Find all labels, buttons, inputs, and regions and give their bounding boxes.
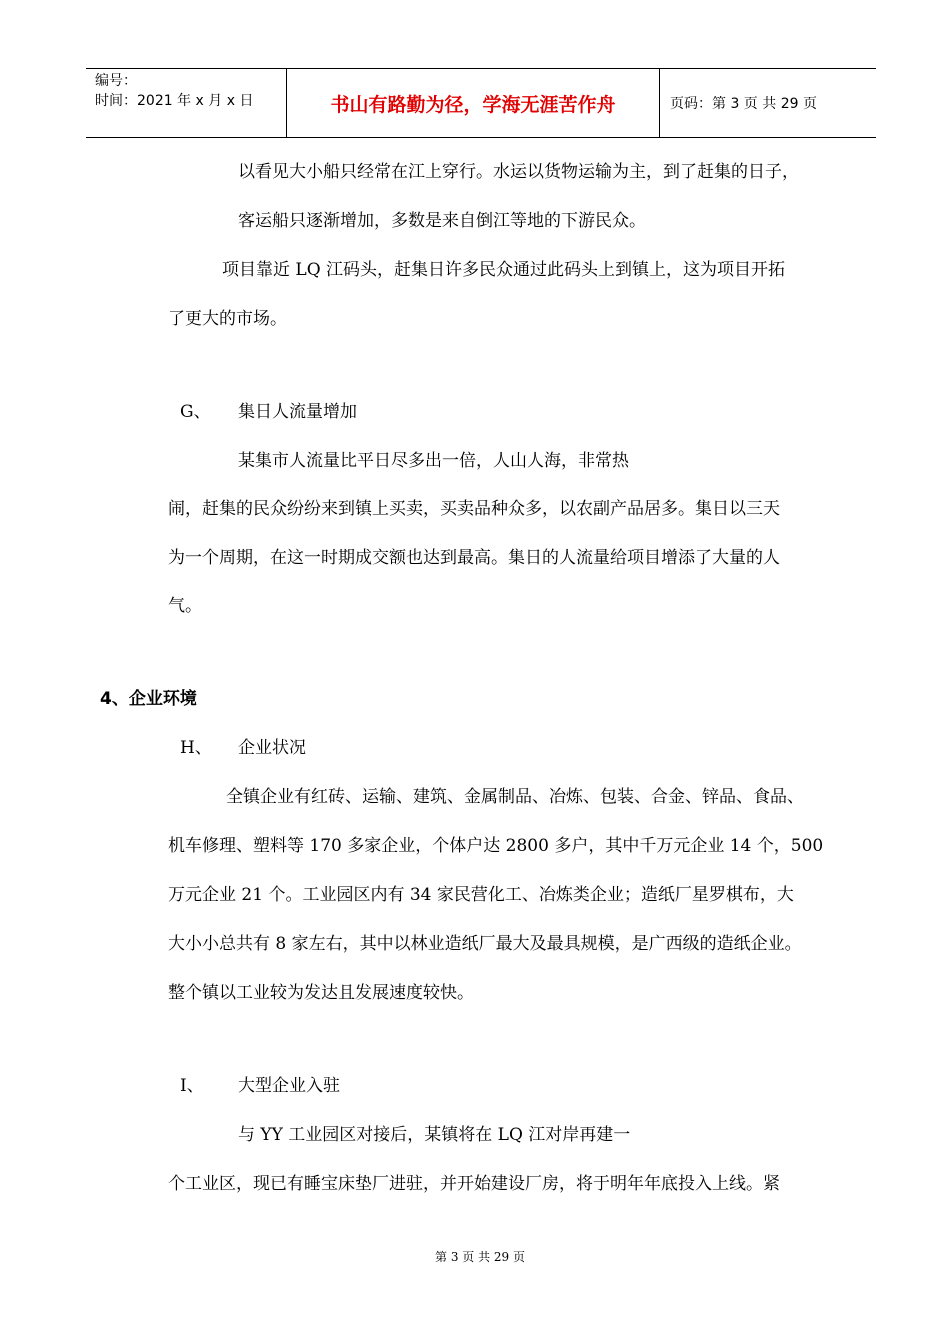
body-line: 某集市人流量比平日尽多出一倍，人山人海，非常热 xyxy=(238,451,629,471)
item-title-i: 大型企业入驻 xyxy=(238,1076,340,1096)
header-motto: 书山有路勤为径，学海无涯苦作舟 xyxy=(287,69,660,137)
header-meta xyxy=(86,69,287,137)
body-line: 闹，赶集的民众纷纷来到镇上买卖，买卖品种众多，以农副产品居多。集日以三天 xyxy=(168,499,780,519)
body-line: 项目靠近 LQ 江码头，赶集日许多民众通过此码头上到镇上，这为项目开拓 xyxy=(222,260,786,280)
item-marker-i: I、 xyxy=(180,1076,204,1096)
item-title-h: 企业状况 xyxy=(238,738,306,758)
body-line: 全镇企业有红砖、运输、建筑、金属制品、冶炼、包装、合金、锌品、食品、 xyxy=(226,787,804,807)
body-line: 万元企业 21 个。工业园区内有 34 家民营化工、冶炼类企业；造纸厂星罗棋布，大 xyxy=(168,885,794,905)
body-line: 个工业区，现已有睡宝床垫厂进驻，并开始建设厂房，将于明年年底投入上线。紧 xyxy=(168,1174,780,1194)
body-line: 为一个周期，在这一时期成交额也达到最高。集日的人流量给项目增添了大量的人 xyxy=(168,548,780,568)
section-heading: 4、企业环境 xyxy=(100,689,197,709)
body-line: 与 YY 工业园区对接后，某镇将在 LQ 江对岸再建一 xyxy=(238,1125,631,1145)
body-line: 以看见大小船只经常在江上穿行。水运以货物运输为主，到了赶集的日子， xyxy=(238,162,799,182)
page-header xyxy=(86,68,876,138)
body-line: 气。 xyxy=(168,596,202,616)
header-page-label: 页码：第 3 页 共 29 页 xyxy=(670,96,817,112)
body-line: 客运船只逐渐增加，多数是来自倒江等地的下游民众。 xyxy=(238,211,646,231)
body-line: 了更大的市场。 xyxy=(168,309,287,329)
page-footer: 第 3 页 共 29 页 xyxy=(435,1250,525,1264)
body-line: 机车修理、塑料等 170 多家企业，个体户达 2800 多户，其中千万元企业 14 个，500 xyxy=(168,836,824,856)
body-line: 大小小总共有 8 家左右，其中以林业造纸厂最大及最具规模，是广西级的造纸企业。 xyxy=(168,934,802,954)
body-line: 整个镇以工业较为发达且发展速度较快。 xyxy=(168,983,474,1003)
code-label: 编号： xyxy=(95,73,137,89)
item-marker-g: G、 xyxy=(180,402,211,422)
item-title-g: 集日人流量增加 xyxy=(238,402,357,422)
time-label: 时间：2021 年 x 月 x 日 xyxy=(95,93,254,109)
item-marker-h: H、 xyxy=(180,738,212,758)
